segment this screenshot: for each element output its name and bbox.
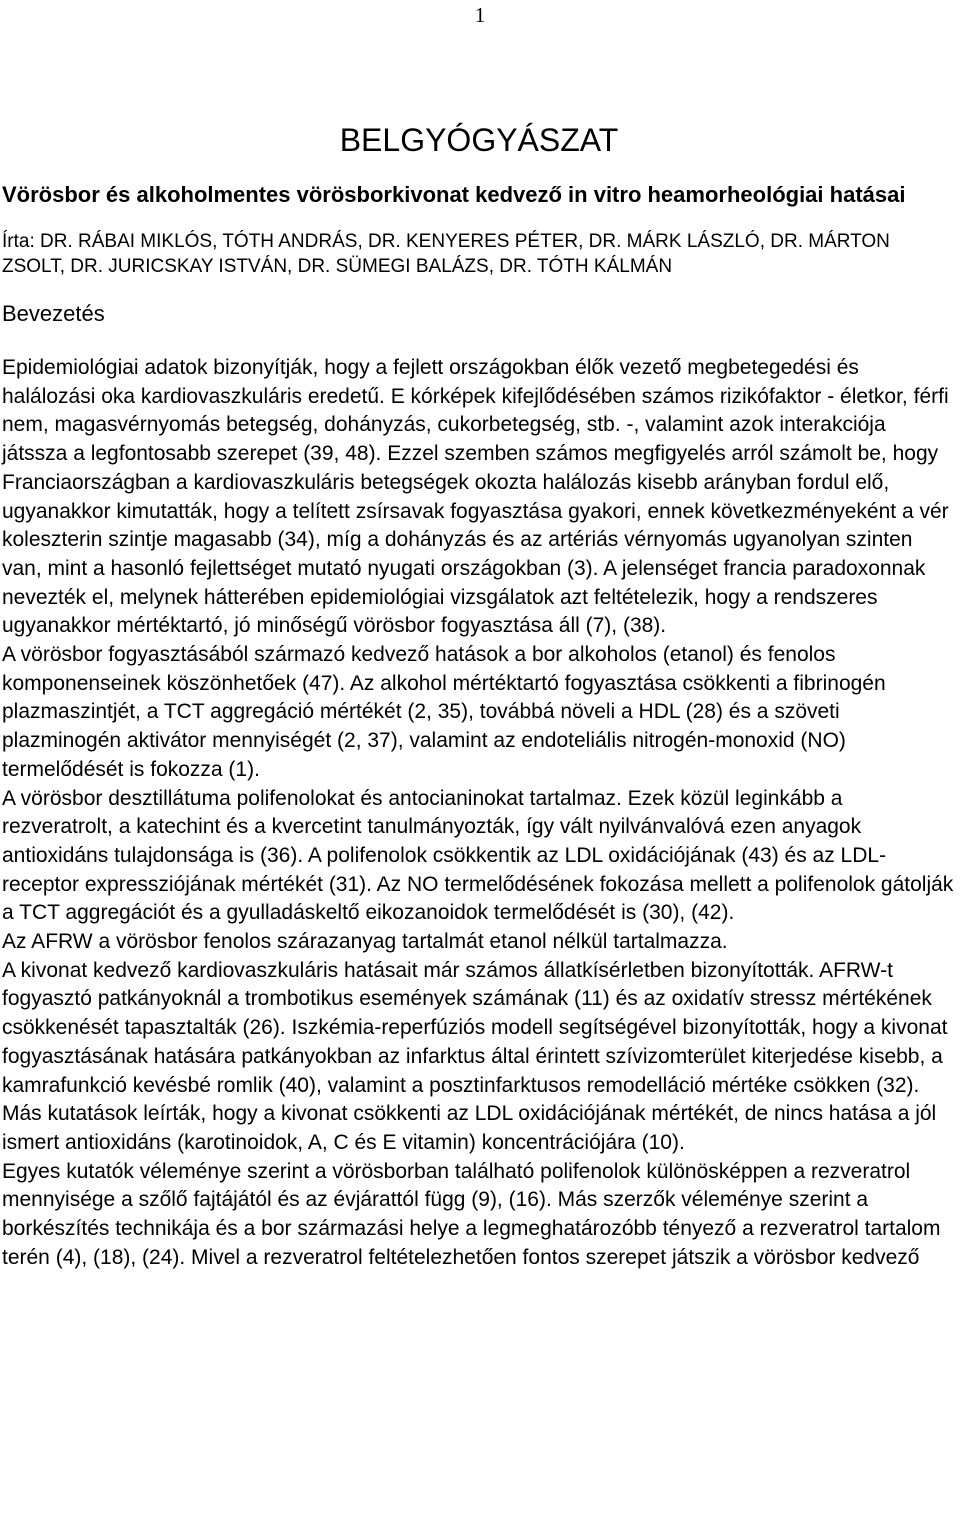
paragraph: Epidemiológiai adatok bizonyítják, hogy a fejlett országokban élők vezető megbetegedési és halálozási oka kardiovaszkuláris eredetű. E kórképek kifejlődésében számos rizikófaktor - életkor, férfi nem, magasvérnyomás betegség, dohányzás, cukorbetegség, stb. -, valamint azok interakciója játssza a legfontosabb szerepet (39, 48). Ezzel szemben számos megfigyelés arról számolt be, hogy Franciaországban a kardiovaszkuláris betegségek okozta halálozás kisebb arányban fordul elő, ugyanakkor kimutatták, hogy a telített zsírsavak fogyasztása gyakori, ennek következményeként a vér koleszterin szintje magasabb (34), míg a dohányzás és az artériás vérnyomás ugyanolyan szinten van, mint a hasonló fejlettséget mutató nyugati országokban (3). A jelenséget francia paradoxonnak nevezték el, melynek hátterében epidemiológiai vizsgálatok azt feltételezik, hogy a rendszeres ugyanakkor mértéktartó, jó minőségű vörösbor fogyasztása áll (7), (38). xyxy=(2,356,949,638)
paragraph: A kivonat kedvező kardiovaszkuláris hatásait már számos állatkísérletben bizonyították. AFRW-t fogyasztó patkányoknál a trombotikus események számának (11) és az oxidatív stressz mértékének csökkenését tapasztalták (26). Iszkémia-reperfúziós modell segítségével bizonyították, hogy a kivonat fogyasztásának hatására patkányokban az infarktus által érintett szívizomterület kiterjedése kisebb, a kamrafunkció kevésbé romlik (40), valamint a posztinfarktusos remodelláció mértéke csökken (32). Más kutatások leírták, hogy a kivonat csökkenti az LDL oxidációjának mértékét, de nincs hatása a jól ismert antioxidáns (karotinoidok, A, C és E vitamin) koncentrációjára (10). xyxy=(2,958,948,1154)
article-title: Vörösbor és alkoholmentes vörösborkivonat kedvező in vitro heamorheológiai hatásai xyxy=(2,182,906,207)
main-title: BELGYÓGYÁSZAT xyxy=(339,122,619,158)
authors-line: Írta: DR. RÁBAI MIKLÓS, TÓTH ANDRÁS, DR. KENYERES PÉTER, DR. MÁRK LÁSZLÓ, DR. MÁRTON ZSOLT, DR. JURICSKAY ISTVÁN, DR. SÜMEGI BALÁZS, DR. TÓTH KÁLMÁN xyxy=(2,231,890,277)
section-heading-introduction: Bevezetés xyxy=(2,301,105,326)
document-body xyxy=(2,120,956,1273)
paragraph: Egyes kutatók véleménye szerint a vörösborban található polifenolok különösképpen a rezveratrol mennyisége a szőlő fajtájától és az évjárattól függ (9), (16). Más szerzők véleménye szerint a borkészítés technikája és a bor származási helye a legmeghatározóbb tényező a rezveratrol tartalom terén (4), (18), (24). Mivel a rezveratrol feltételezhetően fontos szerepet játszik a vörösbor kedvező xyxy=(2,1159,941,1269)
page-number: 1 xyxy=(474,3,486,27)
paragraph: A vörösbor desztillátuma polifenolokat és antocianinokat tartalmaz. Ezek közül leginkább a rezveratrolt, a katechint és a kvercetint tanulmányozták, így vált nyilvánvalóvá ezen anyagok antioxidáns tulajdonsága is (36). A polifenolok csökkentik az LDL oxidációjának (43) és az LDL-receptor expressziójának mértékét (31). Az NO termelődésének fokozása mellett a polifenolok gátolják a TCT aggregációt és a gyulladáskeltő eikozanoidok termelődését is (30), (42). xyxy=(2,786,954,925)
paragraph: A vörösbor fogyasztásából származó kedvező hatások a bor alkoholos (etanol) és fenolos komponenseinek köszönhetőek (47). Az alkohol mértéktartó fogyasztása csökkenti a fibrinogén plazmaszintjét, a TCT aggregáció mértékét (2, 35), továbbá növeli a HDL (28) és a szöveti plazminogén aktivátor mennyiségét (2, 37), valamint az endoteliális nitrogén-monoxid (NO) termelődését is fokozza (1). xyxy=(2,643,886,781)
paragraph: Az AFRW a vörösbor fenolos szárazanyag tartalmát etanol nélkül tartalmazza. xyxy=(2,930,728,954)
